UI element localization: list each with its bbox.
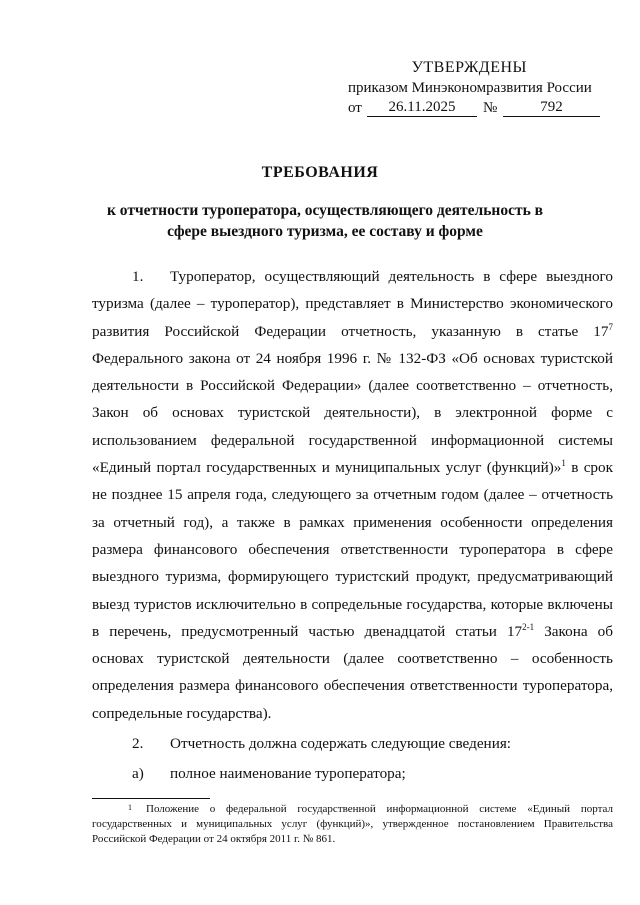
approval-block [345,58,605,118]
order-date: 26.11.2025 [367,98,477,117]
approval-order: приказом Минэкономразвития России [348,80,592,96]
approval-title: УТВЕРЖДЕНЫ [411,59,527,76]
paragraph-1-text-d: Закона об основах туристской деятельности (далее соответственно – особенность определения размера финансового обеспечения ответственности туроператора, сопредельные государства). [92,622,613,722]
paragraph-2 [92,730,613,757]
footnote-text: Положение о федеральной государственной информационной системе «Единый портал государственных и муниципальных услуг (функций)», утвержденное постановлением Правительства Российской Федерации от 24 октября 2011 г. № 861. [92,803,613,845]
paragraph-a-text: полное наименование туроператора; [170,765,406,783]
from-label: от [348,100,362,116]
approval-dateline [345,98,605,118]
paragraph-a [92,760,613,787]
order-number: 792 [503,98,600,117]
paragraph-1-text-b: Федерального закона от 24 ноября 1996 г. № 132-ФЗ «Об основах туристской деятельности в Российской Федерации» (далее соответственно – отчетность, Закон об основах туристской деятельности), в электронной форме с использованием федеральной государственной информационной системы «Единый портал государственных и муниципальных услуг (функций)» [92,349,613,477]
article-sup-7: 7 [608,321,613,332]
footnote-mark: 1 [128,803,132,812]
paragraph-1 [92,263,613,727]
footnote [92,802,613,847]
document-title: ТРЕБОВАНИЯ [261,164,379,181]
paragraph-a-number: а) [132,765,144,783]
footnote-separator [92,798,210,799]
article-sup-2-1: 2-1 [522,621,535,632]
paragraph-2-number: 2. [132,735,144,753]
document-subtitle: к отчетности туроператора, осуществляющего деятельность в сфере выездного туризма, ее составу и форме [106,202,544,240]
paragraph-2-text: Отчетность должна содержать следующие сведения: [170,735,512,753]
document-body [92,263,613,788]
paragraph-1-text-a: Туроператор, осуществляющий деятельность в сфере выездного туризма (далее – туроператор), представляет в Министерство экономического развития Российской Федерации отчетность, указанную в статье 17 [92,268,613,340]
number-label: № [483,100,498,116]
paragraph-1-number: 1. [132,268,144,285]
footnote-ref-1: 1 [561,458,566,469]
paragraph-1-text-c: в срок не позднее 15 апреля года, следующего за отчетным годом (далее – отчетность за отчетный год), а также в рамках применения особенности определения размера финансового обеспечения ответственности туроператора в сфере выездного туризма, формирующего туристский продукт, предусматривающий выезд туристов исключительно в сопредельные государства, которые включены в перечень, предусмотренный частью двенадцатой статьи 17 [92,459,613,640]
